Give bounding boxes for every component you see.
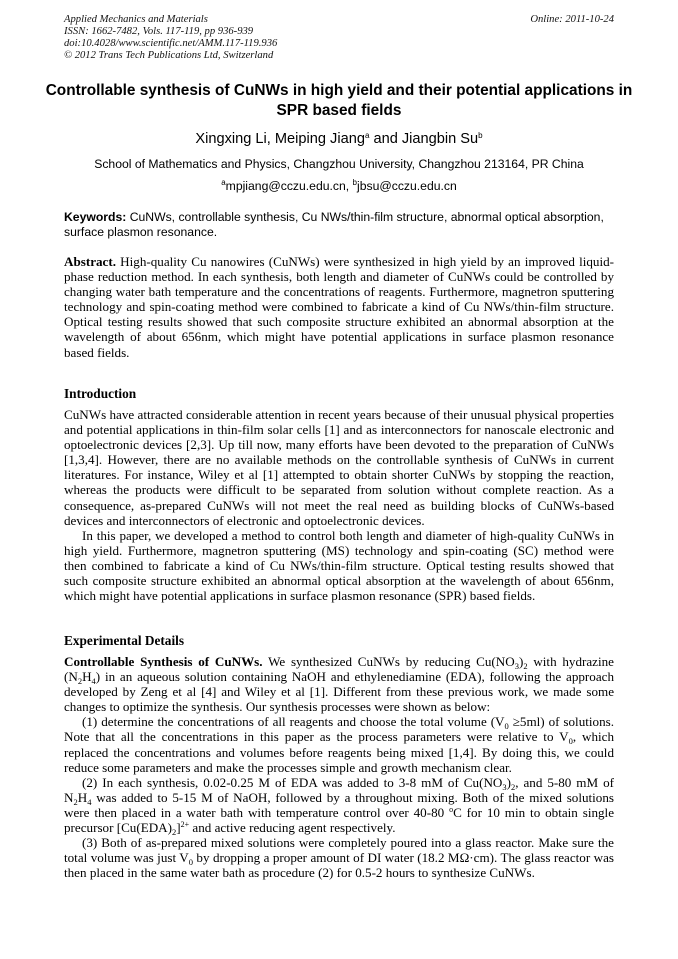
copyright-line: © 2012 Trans Tech Publications Ltd, Switzerland bbox=[64, 50, 274, 61]
author-3: Jiangbin Su bbox=[401, 131, 479, 147]
author-1: Xingxing Li bbox=[195, 131, 267, 147]
email-b: jbsu@cczu.edu.cn bbox=[357, 179, 457, 193]
paragraph: (2) In each synthesis, 0.02-0.25 M of EDA was added to 3-8 mM of $Cu(NO_3)_2$, and 5-80 mM of $N_2H_4$ was added to 5-15 M of NaOH, followed by a throughout mixing. Both of the mixed solutions were then placed in a water bath with temperature control over 40-80 $^o$C for 10 min to obtain single precursor $[Cu(EDA)_2]^{2+}$ and active reducing agent respectively. bbox=[64, 774, 615, 838]
subsection-label: Controllable Synthesis of CuNWs. bbox=[64, 654, 263, 669]
keywords bbox=[64, 210, 614, 240]
paragraph: (3) Both of as-prepared mixed solutions were completely poured into a glass reactor. Make sure the total volume was just $V_0$ by dropping a proper amount of DI water (18.2 MΩ·cm). The glass reactor was then placed in the same water bath as procedure (2) for 0.5-2 hours to synthesize CuNWs. bbox=[64, 835, 614, 881]
email-mark-b: b bbox=[352, 178, 357, 187]
experimental-body bbox=[64, 654, 614, 880]
paragraph: Controllable Synthesis of CuNWs. We synthesized CuNWs by reducing $Cu(NO_3)_2$ with hydrazine $(N_2H_4)$ in an aqueous solution containing NaOH and ethylenediamine (EDA), following the approach developed by Zeng et al [4] and Wiley et al [1]. Different from these previous work, we made some changes to optimize the synthesis. Our synthesis processes were shown as below: bbox=[64, 654, 614, 715]
author-list bbox=[0, 131, 678, 147]
email-mark-a: a bbox=[221, 178, 226, 187]
author-separator: , bbox=[266, 131, 275, 147]
online-date: Online: 2011-10-24 bbox=[530, 14, 614, 25]
paragraph: In this paper, we developed a method to control both length and diameter of high-quality CuNWs in high yield. Furthermore, magnetron sputtering (MS) technology and spin-coating (SC) method were then combined to fabricate a kind of Cu NWs/thin-film structure. Optical testing results showed that such composite structure exhibited an abnormal optical absorption at the wavelength of about 656nm, which might have potential applications in surface plasmon resonance (SPR) based fields. bbox=[64, 527, 614, 604]
author-2-affil-mark: a bbox=[364, 131, 370, 140]
doi-line: doi:10.4028/www.scientific.net/AMM.117-119.936 bbox=[64, 38, 278, 49]
paragraph: (1) determine the concentrations of all reagents and choose the total volume $(V_0 \ge 5ml)$ of solutions. Note that all the concentrations in this paper as the process parameters were relative to $V_0$, which replaced the concentrations and volumes before reagents being mixed [1,4]. By doing this, we could reduce some parameters and make the processes simple and growth mechanism clear. bbox=[64, 714, 614, 775]
abstract-label: Abstract. bbox=[64, 254, 116, 269]
paper-title: Controllable synthesis of CuNWs in high yield and their potential applications in SPR based fields bbox=[45, 82, 633, 119]
email-a: mpjiang@cczu.edu.cn, bbox=[225, 179, 353, 193]
issn-line: ISSN: 1662-7482, Vols. 117-119, pp 936-939 bbox=[64, 26, 254, 37]
affiliation: School of Mathematics and Physics, Changzhou University, Changzhou 213164, PR China bbox=[94, 157, 584, 171]
author-3-affil-mark: b bbox=[478, 131, 483, 140]
author-separator: and bbox=[369, 131, 402, 147]
section-heading-experimental: Experimental Details bbox=[64, 633, 185, 648]
abstract bbox=[64, 254, 614, 360]
section-heading-introduction: Introduction bbox=[64, 386, 137, 401]
keywords-label: Keywords: bbox=[64, 210, 127, 224]
paragraph: CuNWs have attracted considerable attention in recent years because of their unusual physical properties and potential applications in thin-film solar cells [1] and as interconnectors for nanoscale electronic and optoelectronic devices [2,3]. Up till now, many efforts have been devoted to the preparation of CuNWs [1,3,4]. However, there are no available methods on the controllable synthesis of CuNWs in current literatures. For instance, Wiley et al [1] attempted to obtain shorter CuNWs by stopping the reaction, whereas the products were difficult to be separated from solution without complete reaction. As a consequence, as-prepared CuNWs will not meet the real need as building blocks of CuNWs-based devices and interconnectors of electronic and optoelectronic devices. bbox=[64, 407, 614, 528]
author-emails bbox=[0, 179, 678, 193]
journal-name: Applied Mechanics and Materials bbox=[64, 14, 208, 25]
introduction-body bbox=[64, 407, 614, 603]
author-2: Meiping Jiang bbox=[274, 131, 365, 147]
abstract-text: High-quality Cu nanowires (CuNWs) were synthesized in high yield by an improved liquid-phase reduction method. In each synthesis, both length and diameter of CuNWs could be controlled by changing water bath temperature and the concentrations of reagents. Furthermore, magnetron sputtering technology and spin-coating method were combined to fabricate a kind of Cu NWs/thin-film structure. Optical testing results showed that such composite structure exhibited an abnormal absorption at the wavelength of about 656nm, which might have potential applications in surface plasmon resonance based fields. bbox=[64, 254, 614, 360]
keywords-text: CuNWs, controllable synthesis, Cu NWs/thin-film structure, abnormal optical absorption, surface plasmon resonance. bbox=[64, 210, 604, 240]
